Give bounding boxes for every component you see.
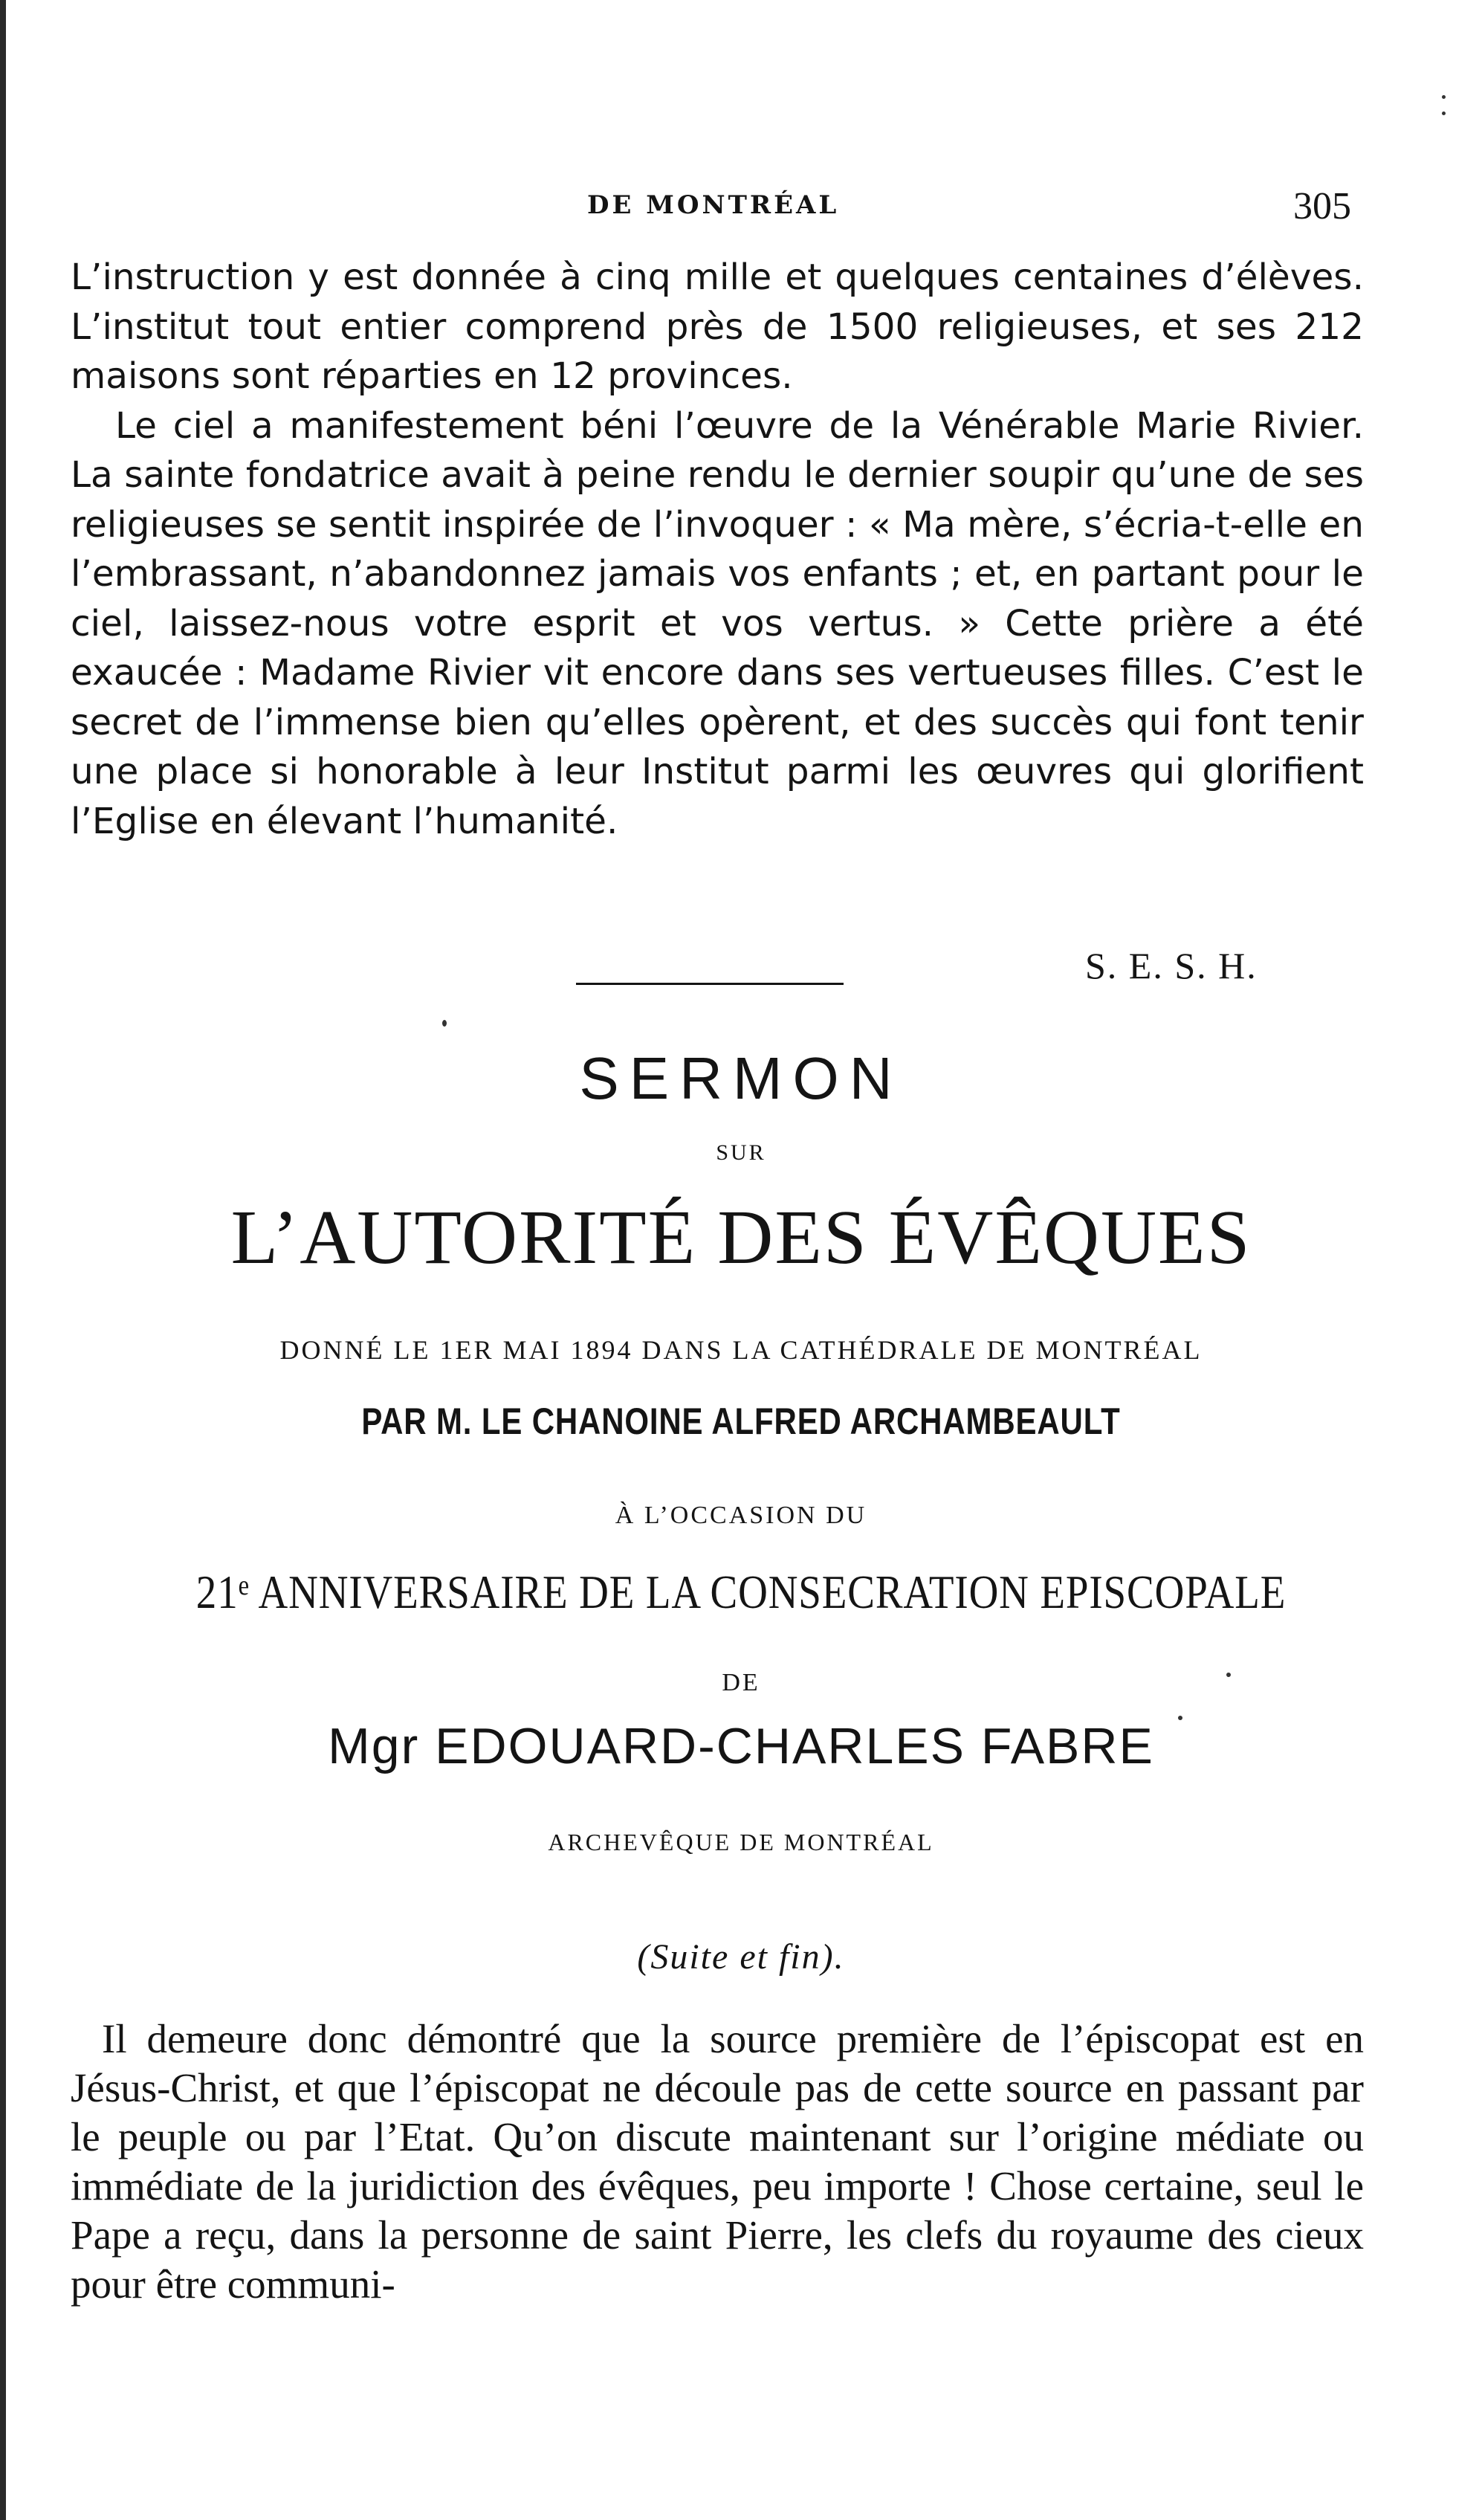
continuation-note: (Suite et fin).	[637, 1937, 845, 1977]
ink-speck	[442, 1020, 447, 1027]
anniversary-number: 21	[195, 1566, 239, 1618]
date-line: DONNÉ LE 1ER MAI 1894 DANS LA CATHÉDRALE DE MONTRÉAL	[279, 1335, 1203, 1365]
ink-speck	[1442, 112, 1446, 115]
section-divider	[576, 983, 844, 985]
running-title: DE MONTRÉAL	[587, 190, 840, 220]
bishop-name: Mgr EDOUARD-CHARLES FABRE	[328, 1718, 1154, 1774]
sermon-title: L’AUTORITÉ DES ÉVÊQUES	[230, 1195, 1252, 1280]
page-number: 305	[1293, 185, 1351, 227]
previous-article-paragraph: L’instruction y est donnée à cinq mille et quelques centaines d’élèves. L’institut tout entier comprend près de 1500 religieuses, et ses 212 maisons sont réparties en 12 provinces.	[71, 256, 1364, 397]
anniversary-text: ANNIVERSAIRE DE LA CONSECRATION EPISCOPALE	[258, 1566, 1287, 1618]
anniversary-line	[104, 1565, 1379, 1620]
previous-article-text	[71, 253, 1364, 846]
author-signature: S. E. S. H.	[1085, 945, 1258, 986]
sermon-paragraph: Il demeure donc démontré que la source première de l’épiscopat est en Jésus-Christ, et que l’épiscopat ne découle pas de cette source en passant par le peuple ou par l’Etat. Qu’on discute maintenant sur l’origine médiate ou immédiate de la juridiction des évêques, peu importe ! Chose certaine, seul le Pape a reçu, dans la personne de saint Pierre, les clefs du royaume des cieux pour être communi-	[71, 2016, 1364, 2307]
running-head	[0, 184, 1482, 229]
ink-speck	[1442, 95, 1446, 99]
previous-article-paragraph: Le ciel a manifestement béni l’œuvre de la Vénérable Marie Rivier. La sainte fondatrice avait à peine rendu le dernier soupir qu’une de ses religieuses se sentit inspirée de l’invoquer : « Ma mère, s’écria-t-elle en l’embrassant, n’abandonnez jamais vos enfants ; et, en partant pour le ciel, laissez-nous votre esprit et vos vertus. » Cette prière a été exaucée : Madame Rivier vit encore dans ses vertueuses filles. C’est le secret de l’immense bien qu’elles opèrent, et des succès qui font tenir une place si honorable à leur Institut parmi les œuvres qui glorifient l’Eglise en élevant l’humanité.	[71, 404, 1364, 842]
occasion-line: À L’OCCASION DU	[615, 1502, 867, 1529]
sermon-heading: SERMON	[579, 1045, 903, 1111]
preacher-line: PAR M. LE CHANOINE ALFRED ARCHAMBEAULT	[361, 1400, 1121, 1442]
de-word: DE	[722, 1669, 760, 1696]
bishop-title: ARCHEVÊQUE DE MONTRÉAL	[548, 1829, 934, 1855]
sermon-body	[71, 2015, 1364, 2309]
anniversary-suffix: e	[238, 1570, 250, 1601]
sur-word: SUR	[716, 1140, 766, 1165]
